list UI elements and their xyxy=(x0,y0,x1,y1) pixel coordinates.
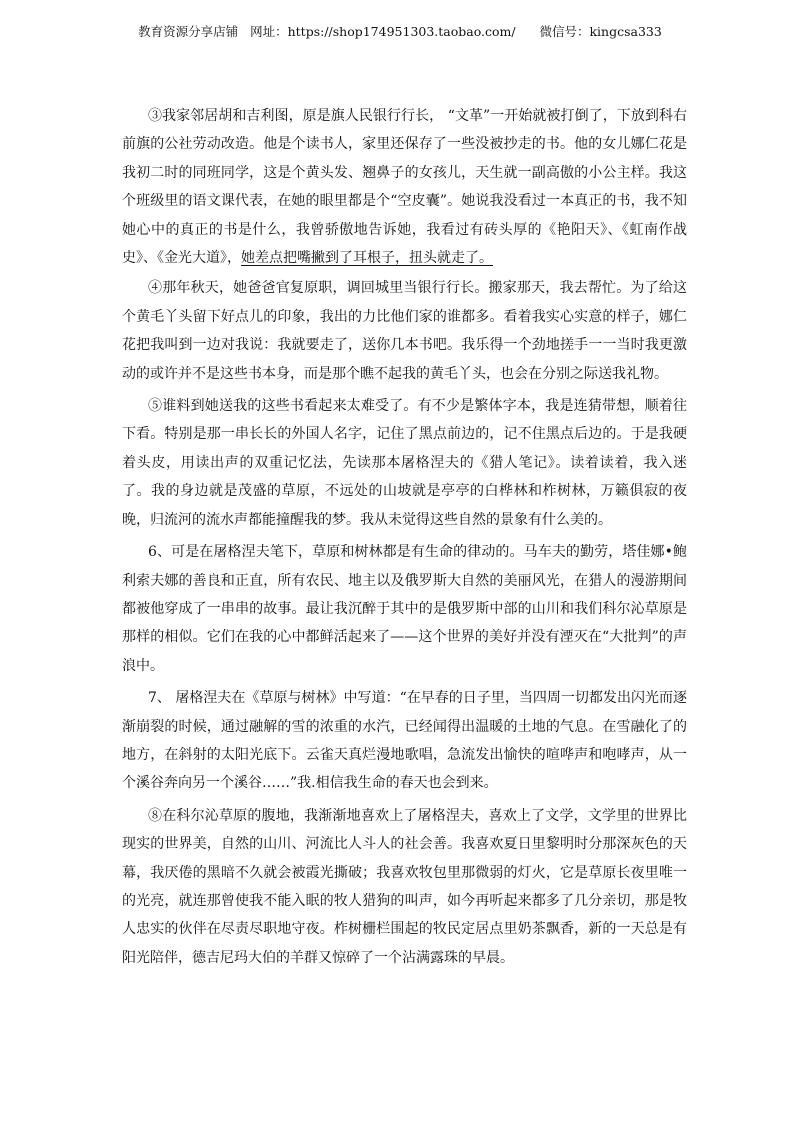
paragraph-text: ④那年秋天，她爸爸官复原职，调回城里当银行行长。搬家那天，我去帮忙。为了给这个黄毛丫头留下好点儿的印象，我出的力比他们家的谁都多。看着我实心实意的样子，娜仁花把我叫到一边对我说：我就要走了，送你几本书吧。我乐得一个劲地搓手一一当时我更激动的或许并不是这些书本身，而是那个瞧不起我的黄毛丫头，也会在分别之际送我礼物。 xyxy=(122,280,687,382)
underlined-sentence: 她差点把嘴撇到了耳根子，扭头就走了。 xyxy=(241,250,493,267)
page-header: 教育资源分享店铺 网址：https://shop174951303.taobao.com/ 微信号：kingcsa333 xyxy=(138,24,662,39)
paragraph-text: ⑧在科尔沁草原的腹地，我渐渐地喜欢上了屠格涅夫，喜欢上了文学，文学里的世界比现实的世界美，自然的山川、河流比人斗人的社会善。我喜欢夏日里黎明时分那深灰色的天幕，我厌倦的黑暗不久就会被霞光撕破；我喜欢牧包里那微弱的灯火，它是草原长夜里唯一的光亮，就连那曾使我不能入眠的牧人猎狗的叫声，如今再听起来都多了几分亲切，那是牧人忠实的伙伴在尽责尽职地守夜。柞树栅栏围起的牧民定居点里奶茶飘香，新的一天总是有阳光陪伴，德吉尼玛大伯的羊群又惊碎了一个沾满露珠的早晨。 xyxy=(122,807,687,966)
paragraph-6 xyxy=(122,538,687,680)
paragraph-text: 6、可是在屠格涅夫笔下，草原和树林都是有生命的律动的。马车夫的勤劳，塔佳娜•鲍利索夫娜的善良和正直，所有农民、地主以及俄罗斯大自然的美丽风光，在猎人的漫游期间都被他穿成了一串串的故事。最让我沉醉于其中的是俄罗斯中部的山川和我们科尔沁草原是那样的相似。它们在我的心中都鲜活起来了——这个世界的美好并没有湮灭在“大批判”的声浪中。 xyxy=(122,544,687,674)
paragraph-7 xyxy=(122,684,687,798)
paragraph-5 xyxy=(122,392,687,534)
paragraph-text: ⑤谁料到她送我的这些书看起来太难受了。有不少是繁体字本，我是连猜带想，顺着往下看。特别是那一串长长的外国人名字，记住了黑点前边的，记不住黑点后边的。于是我硬着头皮，用读出声的双重记忆法，先读那本屠格涅夫的《猎人笔记》。读着读着，我入迷了。我的身边就是茂盛的草原，不远处的山坡就是亭亭的白桦林和柞树林，万籁俱寂的夜晚，归流河的流水声都能撞醒我的梦。我从未觉得这些自然的景象有什么美的。 xyxy=(122,398,687,528)
paragraph-8 xyxy=(122,802,687,972)
paragraph-4 xyxy=(122,274,687,388)
paragraph-text: 7、 屠格涅夫在《草原与树林》中写道：“在早春的日子里，当四周一切都发出闪光而逐渐崩裂的时候，通过融解的雪的浓重的水汽，已经闻得出温暖的土地的气息。在雪融化了的地方，在斜射的太阳光底下。云雀天真烂漫地歌唱，急流发出愉快的喧哗声和咆哮声，从一个溪谷奔向另一个溪谷……”我.相信我生命的春天也会到来。 xyxy=(122,690,687,792)
paragraph-text: ③我家邻居胡和吉利图，原是旗人民银行行长， “文革”一开始就被打倒了，下放到科右前旗的公社劳动改造。他是个读书人，家里还保存了一些没被抄走的书。他的女儿娜仁花是我初二时的同班同学，这是个黄头发、翘鼻子的女孩儿，天生就一副高傲的小公主样。我这个班级里的语文课代表，在她的眼里都是个“空皮囊”。她说我没看过一本真正的书，我不知她心中的真正的书是什么，我曾骄傲地告诉她，我看过有砖头厚的《艳阳天》、《虹南作战史》、《金光大道》， xyxy=(122,108,687,267)
document-body xyxy=(122,102,687,972)
paragraph-3 xyxy=(122,102,687,272)
